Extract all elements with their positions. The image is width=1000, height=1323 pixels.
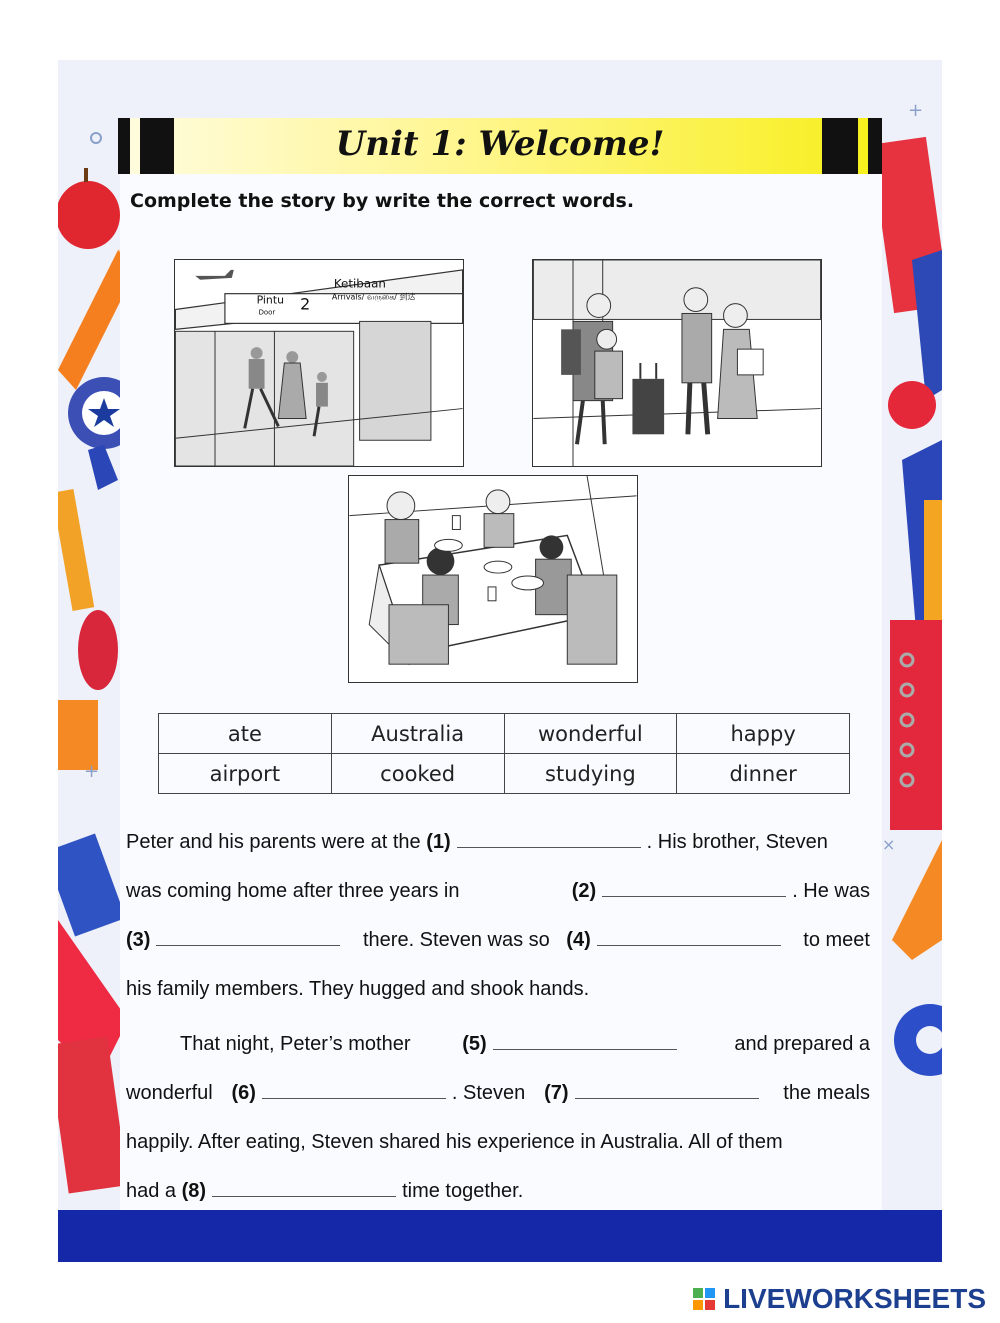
family-dinner-picture: [348, 475, 638, 683]
word-bank-cell: cooked: [331, 754, 504, 794]
story-text: had a: [126, 1180, 177, 1202]
answer-blank-4[interactable]: [597, 928, 781, 946]
arrivals-sign-label: Ketibaan: [333, 276, 386, 291]
page-title: Unit 1: Welcome!: [335, 124, 665, 164]
answer-blank-3[interactable]: [156, 928, 340, 946]
story-text: wonderful: [126, 1082, 213, 1104]
school-supplies-left-decoration: [58, 60, 128, 1210]
blank-number-7: (7): [544, 1082, 569, 1104]
word-bank-row: [159, 714, 850, 754]
answer-blank-5[interactable]: [493, 1032, 677, 1050]
story-text: . He was: [792, 880, 870, 902]
gate-sign-sub-label: Door: [258, 308, 276, 317]
story-text: his family members. They hugged and shook hands.: [126, 978, 590, 1000]
blank-number-6: (6): [231, 1082, 256, 1104]
liveworksheets-logo[interactable]: LIVEWORKSHEETS: [723, 1283, 986, 1314]
story-text: happily. After eating, Steven shared his experience in Australia. All of them: [126, 1131, 783, 1153]
blank-number-1: (1): [426, 831, 451, 853]
word-bank-cell: wonderful: [504, 714, 677, 754]
worksheet-page: [58, 60, 942, 1262]
word-bank-row: [159, 754, 850, 794]
blank-number-8: (8): [181, 1180, 207, 1202]
footer-band: [58, 1210, 942, 1262]
answer-blank-1[interactable]: [457, 830, 641, 848]
arrivals-sign-sub-label: Arrivals/ வருகை/ 到达: [331, 292, 416, 302]
blank-number-4: (4): [566, 929, 591, 951]
answer-blank-2[interactable]: [602, 879, 786, 897]
word-bank-cell: airport: [159, 754, 332, 794]
svg-text:+: +: [908, 100, 924, 121]
svg-text:×: ×: [882, 835, 896, 854]
story-text: time together.: [402, 1180, 524, 1202]
word-bank-cell: studying: [504, 754, 677, 794]
story-text: . Steven: [451, 1082, 526, 1104]
word-bank-table: [158, 713, 850, 794]
gate-sign-label: Pintu: [256, 293, 284, 307]
blank-number-3: (3): [126, 929, 151, 951]
story-text: there. Steven was so: [362, 929, 550, 951]
gate-number-label: 2: [300, 294, 311, 314]
school-supplies-right-decoration: [872, 60, 942, 1210]
blank-number-2: (2): [571, 880, 597, 902]
liveworksheets-logo-icon: [693, 1288, 715, 1310]
family-hug-picture: [532, 259, 822, 467]
word-bank-cell: Australia: [331, 714, 504, 754]
word-bank-cell: happy: [677, 714, 850, 754]
story-text: was coming home after three years in: [126, 880, 460, 902]
story-text: Peter and his parents were at the: [126, 831, 421, 853]
instruction-text: Complete the story by write the correct words.: [130, 190, 635, 212]
word-bank-cell: dinner: [677, 754, 850, 794]
story-text: That night, Peter’s mother: [180, 1033, 411, 1055]
story-text: . His brother, Steven: [646, 831, 828, 853]
word-bank-cell: ate: [159, 714, 332, 754]
svg-text:+: +: [84, 761, 100, 782]
answer-blank-6[interactable]: [262, 1081, 446, 1099]
airport-arrival-picture: [174, 259, 464, 467]
answer-blank-8[interactable]: [212, 1179, 396, 1197]
story-text: the meals: [783, 1082, 870, 1104]
story-text: to meet: [803, 929, 870, 951]
blank-number-5: (5): [462, 1033, 487, 1055]
answer-blank-7[interactable]: [575, 1081, 759, 1099]
story-text: and prepared a: [734, 1033, 870, 1055]
title-banner: [118, 118, 882, 174]
